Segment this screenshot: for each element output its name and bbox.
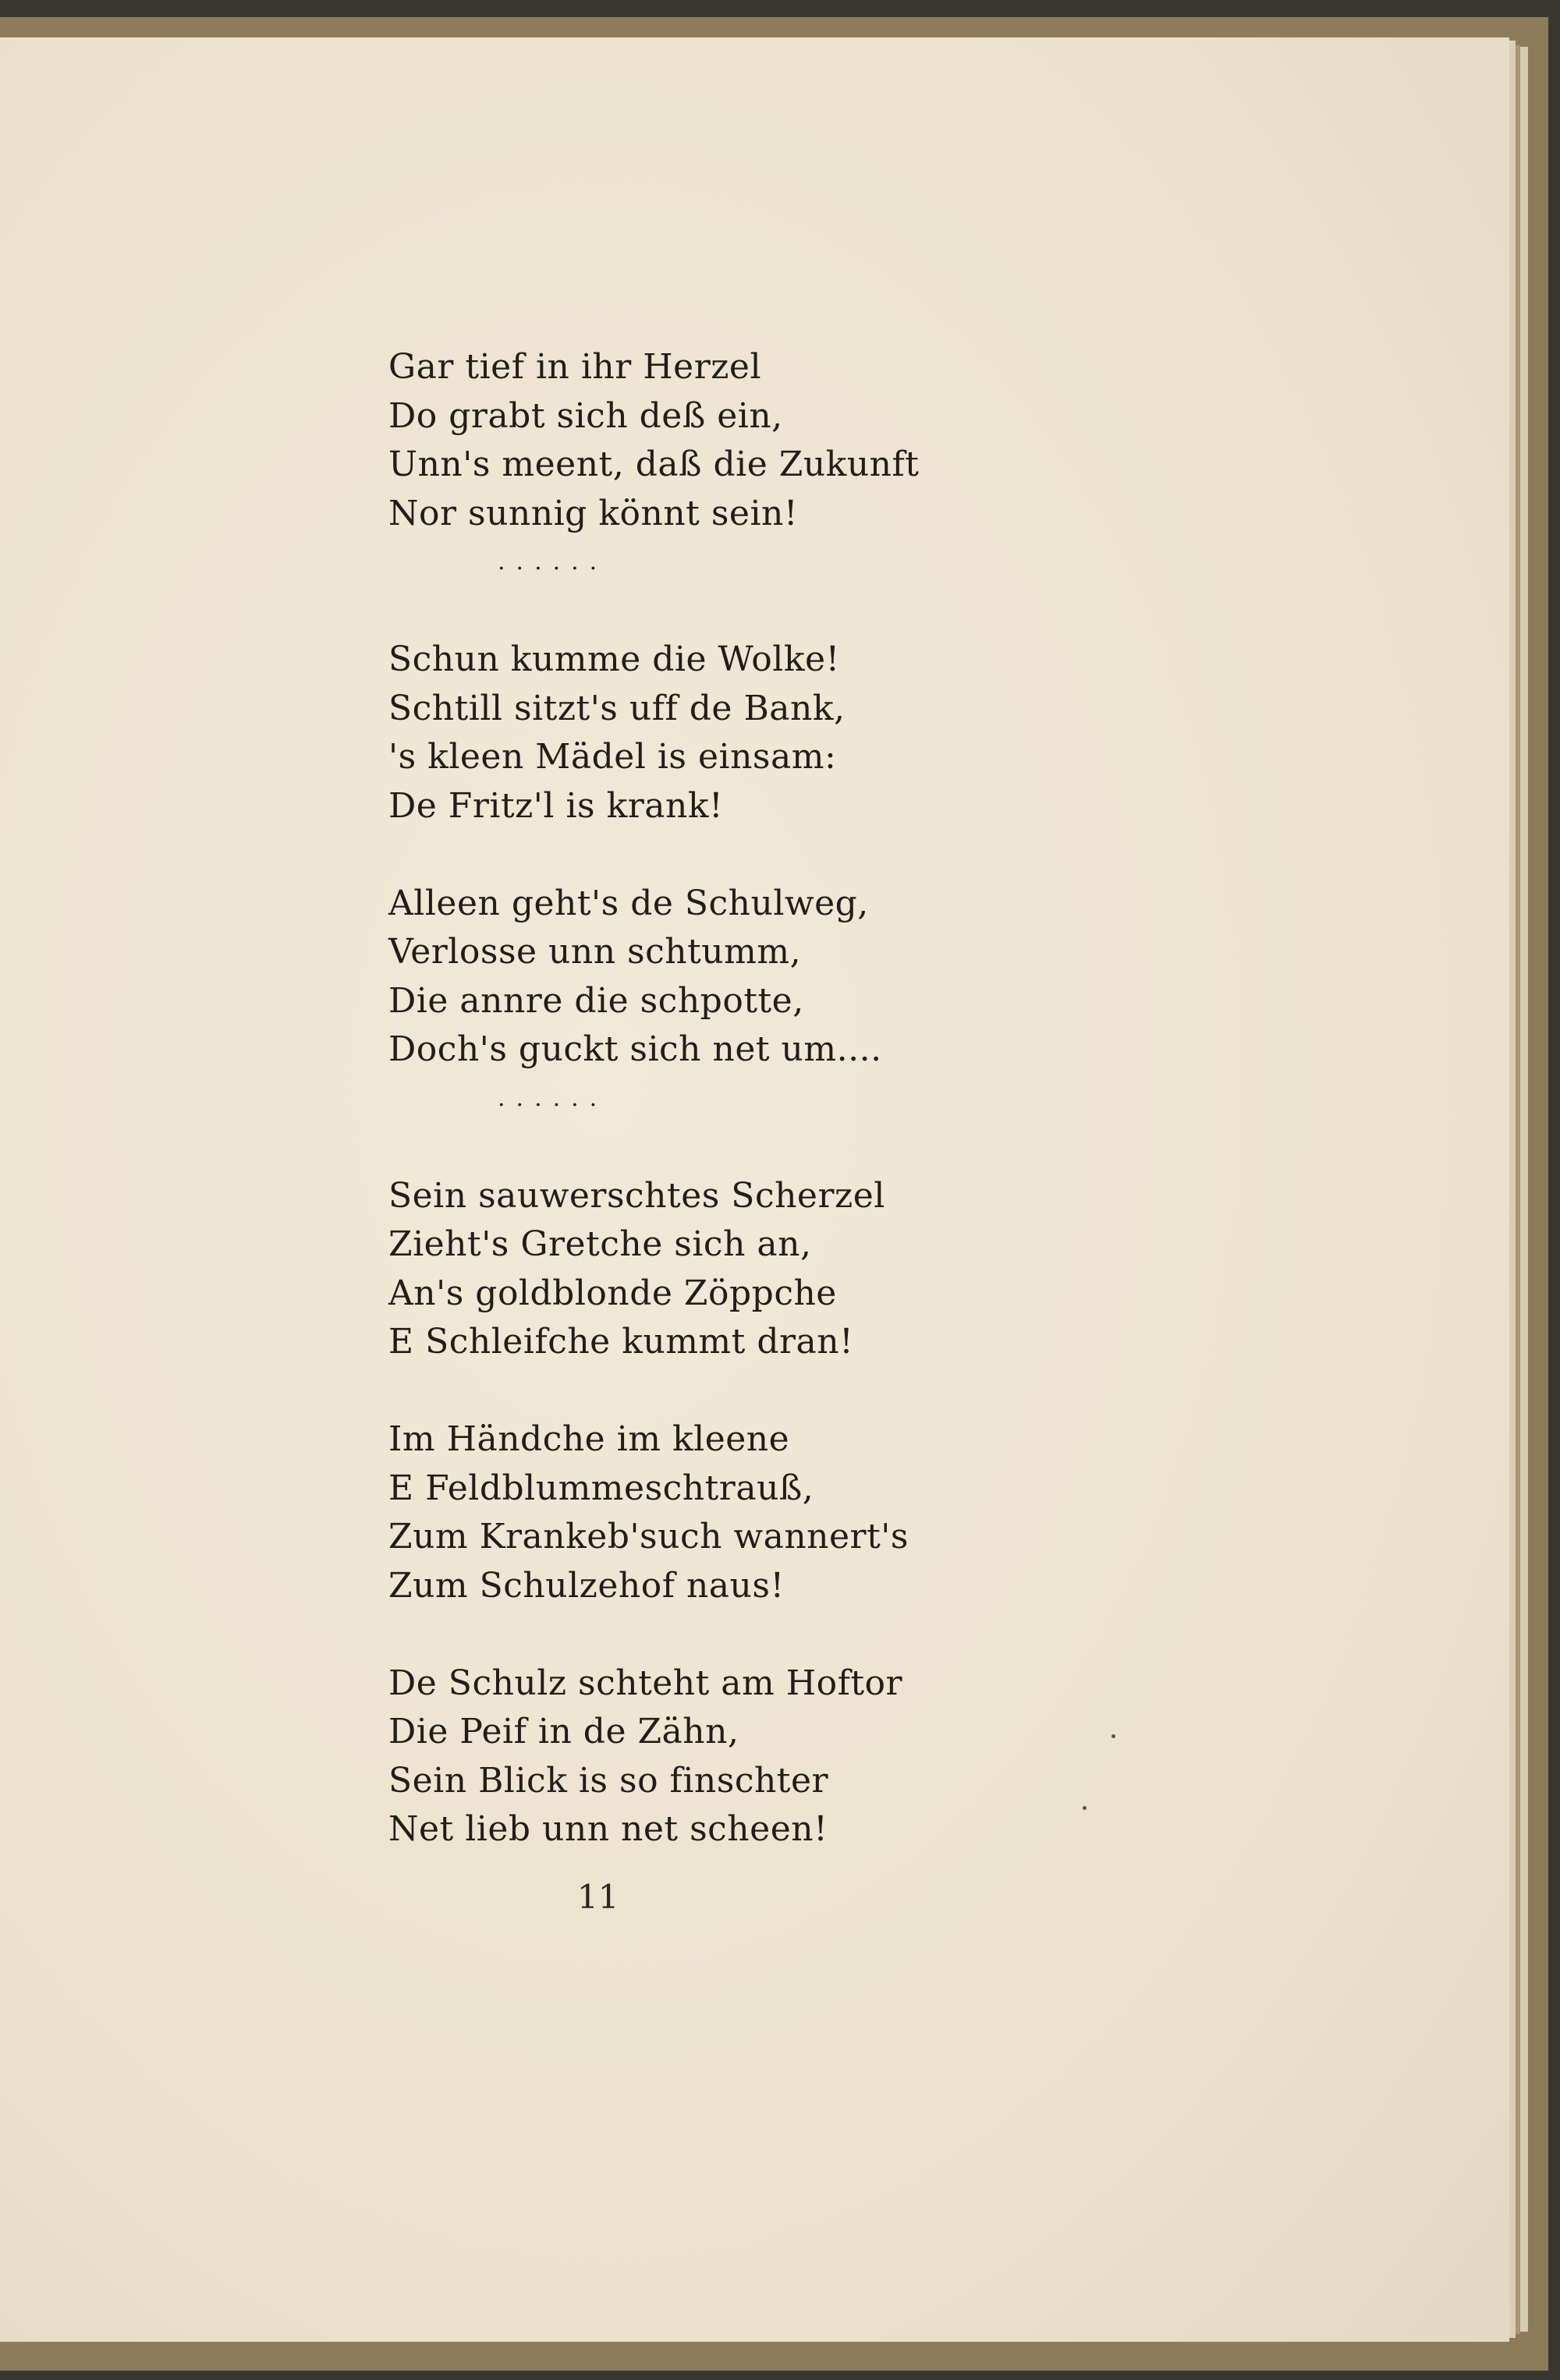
stanza-gap bbox=[388, 587, 919, 636]
poem-line: Sein Blick is so finschter bbox=[388, 1760, 829, 1801]
poem-line: Die Peif in de Zähn, bbox=[388, 1712, 739, 1751]
page-number: 11 bbox=[577, 1878, 619, 1916]
stanza-gap bbox=[388, 1367, 919, 1416]
section-separator: ...... bbox=[498, 1084, 608, 1112]
poem-line: Gar tief in ihr Herzel bbox=[388, 347, 762, 387]
poem-line: 's kleen Mädel is einsam: bbox=[388, 737, 837, 777]
paper-speck bbox=[1112, 1734, 1115, 1738]
poem-line: Zum Schulzehof naus! bbox=[388, 1565, 785, 1606]
poem-line: Do grabt sich deß ein, bbox=[388, 395, 783, 436]
poem-line: Net lieb unn net scheen! bbox=[388, 1809, 828, 1849]
page-edge bbox=[1509, 41, 1516, 2338]
stanza-gap bbox=[388, 1123, 919, 1172]
poem-line: Die annre die schpotte, bbox=[388, 980, 804, 1021]
paper-speck bbox=[1083, 1806, 1087, 1810]
poem-line: Nor sunnig könnt sein! bbox=[388, 493, 799, 533]
poem-line: Schtill sitzt's uff de Bank, bbox=[388, 688, 846, 728]
poem-line: Zum Krankeb'such wannert's bbox=[388, 1517, 909, 1557]
poem-text bbox=[388, 343, 919, 1854]
poem-line: Im Händche im kleene bbox=[388, 1419, 790, 1459]
section-separator: ...... bbox=[498, 548, 608, 576]
poem-line: Unn's meent, daß die Zukunft bbox=[388, 444, 920, 484]
poem-line: Alleen geht's de Schulweg, bbox=[388, 883, 869, 923]
poem-line: Verlosse unn schtumm, bbox=[388, 932, 802, 972]
stanza-gap bbox=[388, 831, 919, 880]
poem-line: Schun kumme die Wolke! bbox=[388, 639, 840, 679]
stanza-gap bbox=[388, 1610, 919, 1659]
poem-line: De Schulz schteht am Hoftor bbox=[388, 1663, 903, 1703]
poem-line: Doch's guckt sich net um.... bbox=[388, 1029, 882, 1069]
poem-line: An's goldblonde Zöppche bbox=[388, 1273, 837, 1313]
poem-line: E Schleifche kummt dran! bbox=[388, 1322, 854, 1362]
poem-line: De Fritz'l is krank! bbox=[388, 785, 724, 826]
poem-line: E Feldblummeschtrauß, bbox=[388, 1468, 814, 1508]
poem-line: Zieht's Gretche sich an, bbox=[388, 1224, 812, 1264]
page-edge-back bbox=[1520, 47, 1528, 2332]
poem-line: Sein sauwerschtes Scherzel bbox=[388, 1175, 885, 1216]
